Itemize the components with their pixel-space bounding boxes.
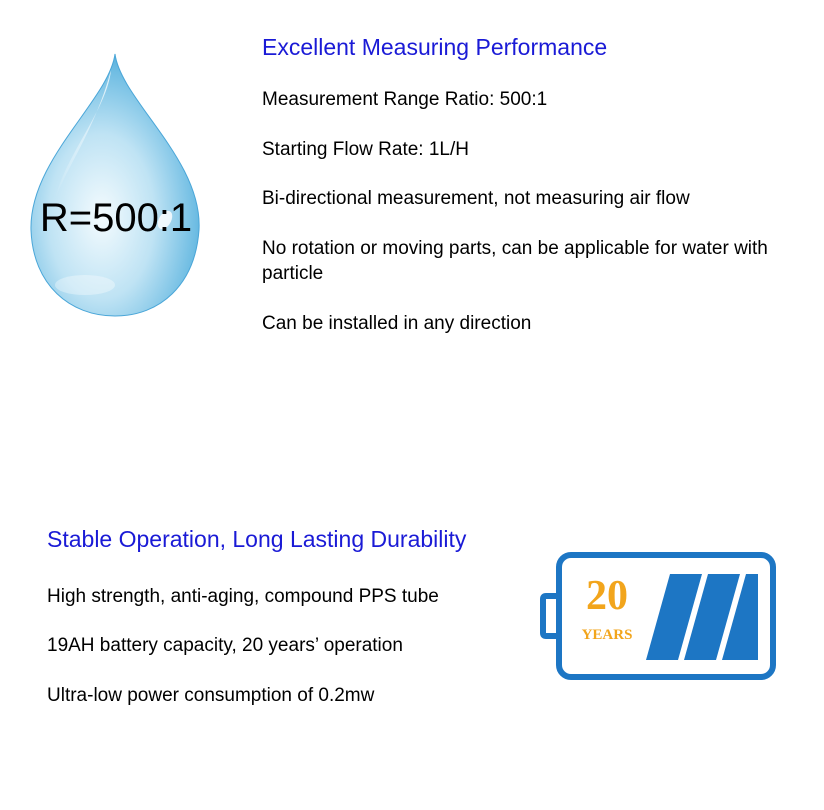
durability-item-power: Ultra-low power consumption of 0.2mw bbox=[47, 685, 375, 706]
performance-item-bidirectional: Bi-directional measurement, not measuring air flow bbox=[262, 188, 690, 209]
battery-years-label: YEARS bbox=[581, 627, 633, 643]
performance-title: Excellent Measuring Performance bbox=[262, 34, 608, 60]
durability-item-pps-tube: High strength, anti-aging, compound PPS tube bbox=[47, 586, 439, 607]
performance-item-no-moving-parts: No rotation or moving parts, can be applicable for water with particle bbox=[262, 238, 768, 284]
durability-item-battery: 19AH battery capacity, 20 years’ operation bbox=[47, 635, 403, 656]
range-ratio-label: R=500:1 bbox=[39, 196, 193, 240]
durability-title: Stable Operation, Long Lasting Durability bbox=[47, 526, 467, 552]
performance-item-starting-flow: Starting Flow Rate: 1L/H bbox=[262, 139, 469, 160]
water-drop-icon bbox=[25, 50, 205, 320]
performance-item-range-ratio: Measurement Range Ratio: 500:1 bbox=[262, 89, 548, 110]
performance-item-any-direction: Can be installed in any direction bbox=[262, 313, 532, 334]
battery-years-number: 20 bbox=[586, 573, 628, 619]
